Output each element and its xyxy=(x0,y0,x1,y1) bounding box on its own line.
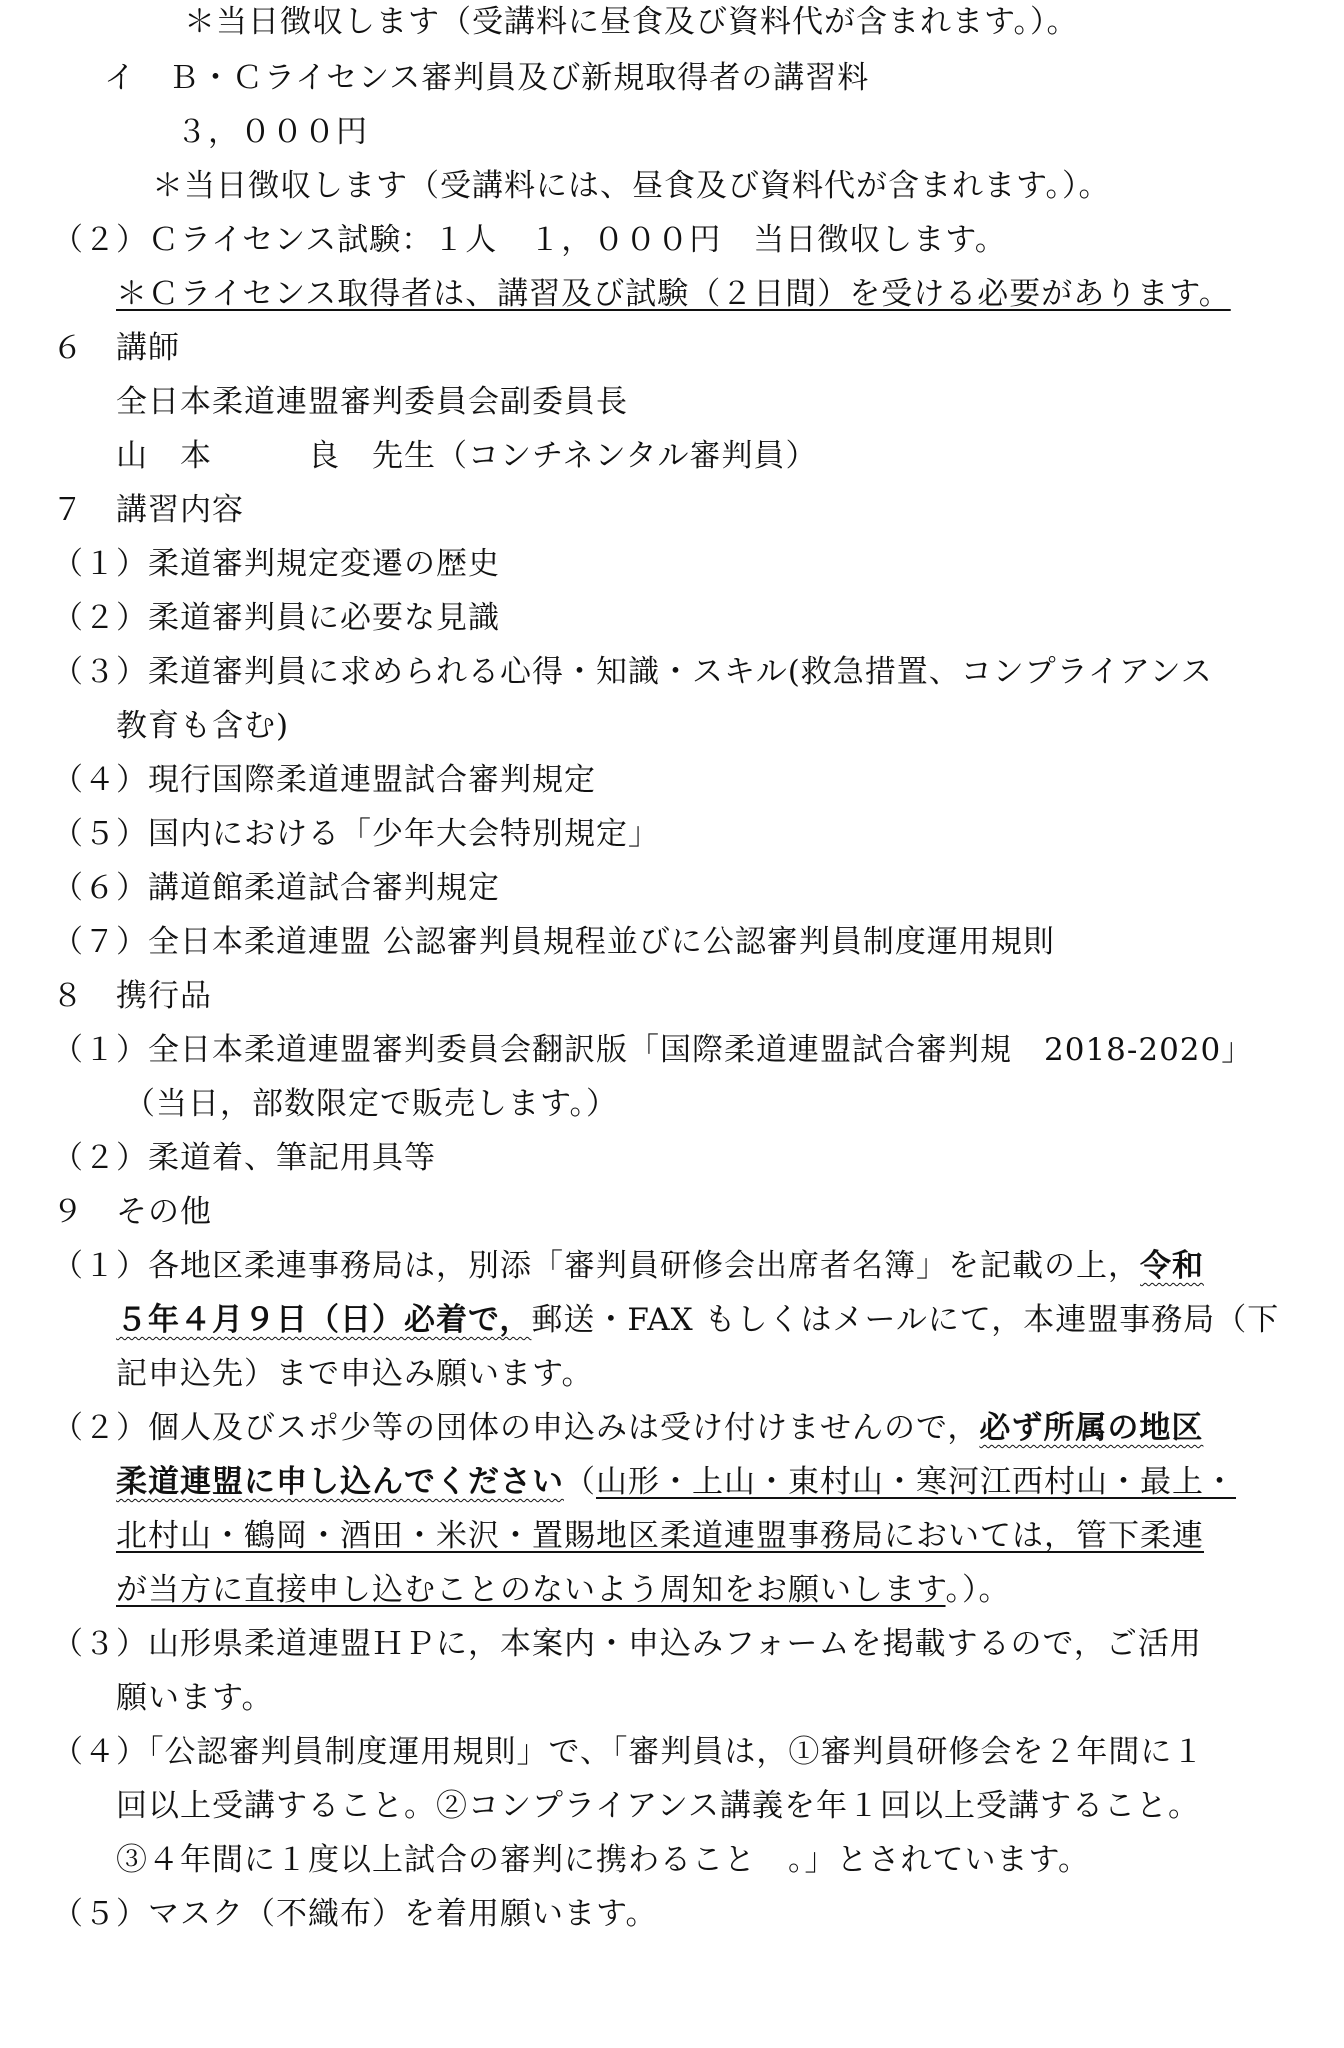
section7-item6: （６）講道館柔道試合審判規定 xyxy=(52,870,500,906)
deadline-emphasis: 令和 xyxy=(1140,1248,1204,1284)
exam-note: ＊Ｃライセンス取得者は、講習及び試験（２日間）を受ける必要があります。 xyxy=(116,276,1231,312)
section9-item2-line1 xyxy=(52,1408,1203,1448)
section7-heading: ７ 講習内容 xyxy=(52,492,244,528)
section7-item1: （１）柔道審判規定変遷の歴史 xyxy=(52,546,500,582)
section9-heading: ９ その他 xyxy=(52,1194,212,1230)
section9-item2-line2 xyxy=(116,1462,1236,1502)
fee-note-a: ＊当日徴収します（受講料に昼食及び資料代が含まれます。）。 xyxy=(184,4,1079,40)
section7-item5: （５）国内における「少年大会特別規定」 xyxy=(52,816,660,852)
deadline-date: ５年４月９日（日）必着で， xyxy=(116,1302,532,1338)
item2-end: 。）。 xyxy=(945,1572,1011,1608)
item2-paren: （ xyxy=(564,1464,596,1500)
section7-item3b: 教育も含む) xyxy=(116,708,290,744)
section7-item2: （２）柔道審判員に必要な見識 xyxy=(52,600,500,636)
section8-item1-note: （当日，部数限定で販売します。） xyxy=(124,1086,619,1122)
section8-item2: （２）柔道着、筆記用具等 xyxy=(52,1140,436,1176)
item1-text: （１）各地区柔連事務局は，別添「審判員研修会出席者名簿」を記載の上， xyxy=(52,1248,1140,1284)
section9-item4-line3: ③４年間に１度以上試合の審判に携わること 。」とされています。 xyxy=(116,1842,1091,1878)
lecturer-name: 山 本 良 先生（コンチネンタル審判員） xyxy=(116,438,818,474)
section7-item4: （４）現行国際柔道連盟試合審判規定 xyxy=(52,762,596,798)
section7-item7: （７）全日本柔道連盟 公認審判員規程並びに公認審判員制度運用規則 xyxy=(52,924,1055,960)
section8-heading: ８ 携行品 xyxy=(52,978,212,1014)
section9-item1-line1 xyxy=(52,1246,1204,1286)
section9-item4-line2: 回以上受講すること。②コンプライアンス講義を年１回以上受講すること。 xyxy=(116,1788,1200,1824)
item1-method: 郵送・FAX もしくはメールにて，本連盟事務局（下 xyxy=(531,1302,1280,1338)
section7-item3a: （３）柔道審判員に求められる心得・知識・スキル(救急措置、コンプライアンス xyxy=(52,654,1213,690)
section9-item1-line3: 記申込先）まで申込み願います。 xyxy=(116,1356,594,1392)
section9-item3-line1: （３）山形県柔道連盟ＨＰに，本案内・申込みフォームを掲載するので，ご活用 xyxy=(52,1626,1202,1662)
fee-b-heading: イ Ｂ・Ｃライセンス審判員及び新規取得者の講習料 xyxy=(104,60,870,96)
item2-text: （２）個人及びスポ少等の団体の申込みは受け付けませんので， xyxy=(52,1410,980,1446)
section9-item4-line1: （４）「公認審判員制度運用規則」で、「審判員は，①審判員研修会を２年間に１ xyxy=(52,1734,1205,1770)
exam-line: （２）Ｃライセンス試験：１人 １，０００円 当日徴収します。 xyxy=(52,222,1007,258)
item2-emphasis-2: 柔道連盟に申し込んでください xyxy=(116,1464,564,1500)
item2-district-list: 山形・上山・東村山・寒河江西村山・最上・ xyxy=(596,1464,1236,1500)
lecturer-position: 全日本柔道連盟審判委員会副委員長 xyxy=(116,384,628,420)
section8-item1: （１）全日本柔道連盟審判委員会翻訳版「国際柔道連盟試合審判規 2018-2020」 xyxy=(52,1032,1254,1068)
section9-item5: （５）マスク（不織布）を着用願います。 xyxy=(52,1896,658,1932)
item2-request: が当方に直接申し込むことのないよう周知をお願いします xyxy=(116,1572,946,1608)
section9-item3-line2: 願います。 xyxy=(116,1680,274,1716)
section6-heading: ６ 講師 xyxy=(52,330,180,366)
item2-emphasis: 必ず所属の地区 xyxy=(979,1410,1204,1446)
section9-item1-line2 xyxy=(116,1300,1279,1340)
section9-item2-line3: 北村山・鶴岡・酒田・米沢・置賜地区柔道連盟事務局においては，管下柔連 xyxy=(116,1518,1204,1554)
fee-b-note: ＊当日徴収します（受講料には、昼食及び資料代が含まれます。）。 xyxy=(152,168,1111,204)
fee-b-amount: ３，０００円 xyxy=(176,114,368,150)
section9-item2-line4 xyxy=(116,1570,1011,1610)
